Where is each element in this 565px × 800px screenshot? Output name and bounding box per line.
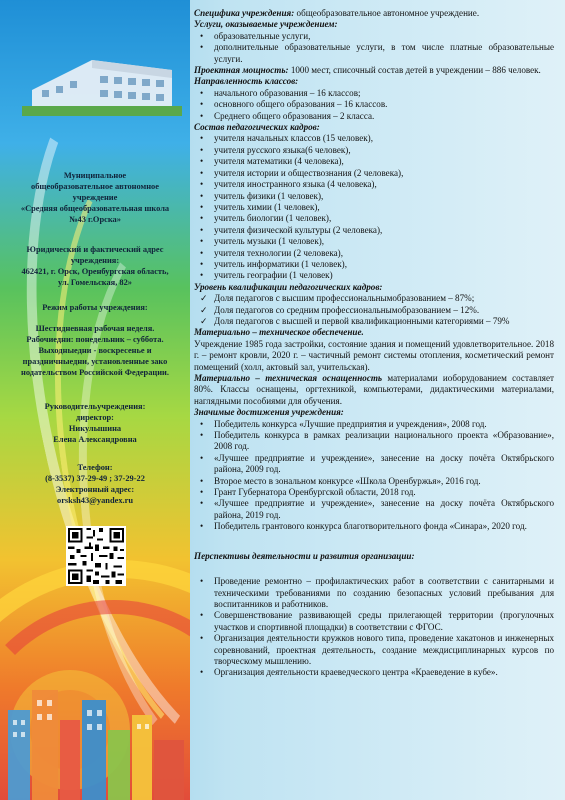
organization-name bbox=[6, 170, 184, 225]
org-line: №43 г.Орска» bbox=[69, 215, 121, 224]
list-item: • начального образования – 16 классов; bbox=[214, 88, 554, 99]
contact-block bbox=[6, 462, 184, 506]
achievements-title: Значимые достижения учреждения: bbox=[194, 407, 344, 418]
list-item: • учитель физики (1 человек), bbox=[214, 191, 554, 202]
list-item: • учителя математики (4 человека), bbox=[214, 156, 554, 167]
director-line: Елена Александровна bbox=[53, 435, 137, 444]
material-text: Учреждение 1985 года застройки, состояние здания и помещений удовлетворительное. 2018 г. – ремонт кровли, 2020 г. – частичный ремонт системы отопления, косметический ремонт помещений (холл, актовый зал, учительская). bbox=[194, 338, 554, 372]
address-line: 462421, г. Орск, Оренбургская область, bbox=[21, 267, 169, 276]
director-line: директор: bbox=[76, 413, 114, 422]
achievements-list bbox=[194, 419, 554, 533]
list-item: • учителя начальных классов (15 человек), bbox=[214, 133, 554, 144]
work-mode-heading: Режим работы учреждения: bbox=[42, 303, 148, 312]
list-item: • Организация деятельности краеведческого центра «Краеведение в кубе». bbox=[214, 667, 554, 678]
qr-code bbox=[66, 526, 126, 586]
list-item: ✓ Доля педагогов со средним профессиональнымобразованием – 12%. bbox=[214, 305, 554, 316]
list-item: • учитель биологии (1 человек), bbox=[214, 213, 554, 224]
address-block bbox=[6, 244, 184, 288]
qualification-list bbox=[194, 293, 554, 327]
material-title: Материально – техническое обеспечение. bbox=[194, 327, 364, 338]
schedule-line: нодательством Российской Федерации. bbox=[21, 368, 169, 377]
address-line: Юридический и фактический адрес bbox=[26, 245, 164, 254]
list-item: • Второе место в зональном конкурсе «Школа Оренбуржья», 2016 год. bbox=[214, 476, 554, 487]
org-line: «Средняя общеобразовательная школа bbox=[20, 204, 170, 213]
list-item: • Проведение ремонтно – профилактических работ в соответствии с санитарными и техническими требованиями по созданию безопасных условий пребывания для воспитанников и работников. bbox=[214, 576, 554, 610]
equipment-title: Материально – техническая оснащенность bbox=[194, 373, 383, 383]
services-title: Услуги, оказываемые учреждением: bbox=[194, 19, 338, 30]
list-item: • учителя физической культуры (2 человека), bbox=[214, 225, 554, 236]
list-item: • Среднего общего образования – 2 класса. bbox=[214, 111, 554, 122]
prospects-list bbox=[194, 576, 554, 679]
capacity-paragraph bbox=[194, 65, 554, 76]
directions-title: Направленность классов: bbox=[194, 76, 299, 87]
list-item: • «Лучшее предприятие и учреждение», занесение на доску почёта Октябрьского района, 2009 год. bbox=[214, 453, 554, 476]
equipment-text: материалами иоборудованием составляет 80%. Классы оснащены, оргтехникой, компьютерами, дидактическими материалами, наглядными пособиями для обучения. bbox=[194, 373, 554, 406]
prospects-title: Перспективы деятельности и развития организации: bbox=[194, 550, 415, 561]
left-sidebar bbox=[0, 0, 190, 800]
staff-title: Состав педагогических кадров: bbox=[194, 122, 320, 133]
school-building-image bbox=[22, 20, 182, 116]
schedule-line: праздничныедни, установленные зако bbox=[22, 357, 168, 366]
list-item: • учитель информатики (1 человек), bbox=[214, 259, 554, 270]
list-item: • образовательные услуги, bbox=[214, 31, 554, 42]
specifics-paragraph bbox=[194, 8, 554, 19]
staff-list bbox=[194, 133, 554, 281]
schedule-block bbox=[6, 323, 184, 378]
schedule-line: Выходныедни - воскресенье и bbox=[38, 346, 152, 355]
list-item: • Победитель грантового конкурса благотворительного фонда «Синара», 2020 год. bbox=[214, 521, 554, 532]
list-item: ✓ Доля педагогов с высшим профессиональнымобразованием – 87%; bbox=[214, 293, 554, 304]
email-address: orsksh43@yandex.ru bbox=[57, 496, 133, 505]
capacity-title: Проектная мощность: bbox=[194, 65, 289, 76]
list-item: • «Лучшее предприятие и учреждение», занесение на доску почёта Октябрьского района, 2019 год. bbox=[214, 498, 554, 521]
directions-list bbox=[194, 88, 554, 122]
specifics-text: общеобразовательное автономное учреждение. bbox=[294, 8, 480, 18]
list-item: • Победитель конкурса «Лучшие предприятия и учреждения», 2008 год. bbox=[214, 419, 554, 430]
list-item: • учитель химии (1 человек), bbox=[214, 202, 554, 213]
list-item: • учителя иностранного языка (4 человека), bbox=[214, 179, 554, 190]
org-line: Муниципальное bbox=[63, 171, 127, 180]
list-item: • учитель музыки (1 человек), bbox=[214, 236, 554, 247]
schedule-line: Рабочиедни: понедельник – суббота. bbox=[26, 335, 164, 344]
director-line: Руководительучреждения: bbox=[44, 402, 146, 411]
list-item: • Победитель конкурса в рамках реализации национального проекта «Образование», 2008 год. bbox=[214, 430, 554, 453]
list-item: • Организация деятельности кружков нового типа, проведение хакатонов и инженерных соревнований, проектная деятельность, создание междисциплинарных курсов по творческому мышлению. bbox=[214, 633, 554, 667]
qualification-title: Уровень квалификации педагогических кадров: bbox=[194, 281, 383, 292]
org-line: учреждение bbox=[72, 193, 118, 202]
list-item: • учителя русского языка(6 человек), bbox=[214, 145, 554, 156]
city-illustration bbox=[0, 620, 190, 800]
main-content bbox=[194, 8, 554, 679]
list-item: • учитель географии (1 человек) bbox=[214, 270, 554, 281]
list-item: • Совершенствование развивающей среды прилегающей территории (прогулочных участков и спортивной площадки) в соответствии с ФГОС. bbox=[214, 610, 554, 633]
phone-label: Телефон: bbox=[77, 463, 113, 472]
org-line: общеобразовательное автономное bbox=[31, 182, 159, 191]
spacer bbox=[194, 533, 554, 551]
specifics-title: Специфика учреждения: bbox=[194, 8, 295, 18]
schedule-line: Шестидневная рабочая неделя. bbox=[35, 324, 155, 333]
address-line: ул. Гомельская, 82» bbox=[58, 278, 132, 287]
list-item: • Грант Губернатора Оренбургской области, 2018 год. bbox=[214, 487, 554, 498]
capacity-text: 1000 мест, списочный состав детей в учреждении – 886 человек. bbox=[288, 65, 541, 76]
phone-number: (8-3537) 37-29-49 ; 37-29-22 bbox=[45, 474, 145, 483]
list-item: • учителя истории и обществознания (2 человека), bbox=[214, 168, 554, 179]
director-line: Никулышина bbox=[68, 424, 122, 433]
equipment-paragraph bbox=[194, 373, 554, 407]
list-item: • дополнительные образовательные услуги, в том числе платные образовательные услуги. bbox=[214, 42, 554, 65]
list-item: • учителя технологии (2 человека), bbox=[214, 248, 554, 259]
services-list bbox=[194, 31, 554, 65]
director-block bbox=[6, 401, 184, 445]
work-mode-title bbox=[6, 302, 184, 313]
list-item: • основного общего образования – 16 классов. bbox=[214, 99, 554, 110]
spacer bbox=[194, 562, 554, 576]
list-item: ✓ Доля педагогов с высшей и первой квалификационными категориями – 79% bbox=[214, 316, 554, 327]
email-label: Электронный адрес: bbox=[55, 485, 135, 494]
address-line: учреждения: bbox=[70, 256, 120, 265]
